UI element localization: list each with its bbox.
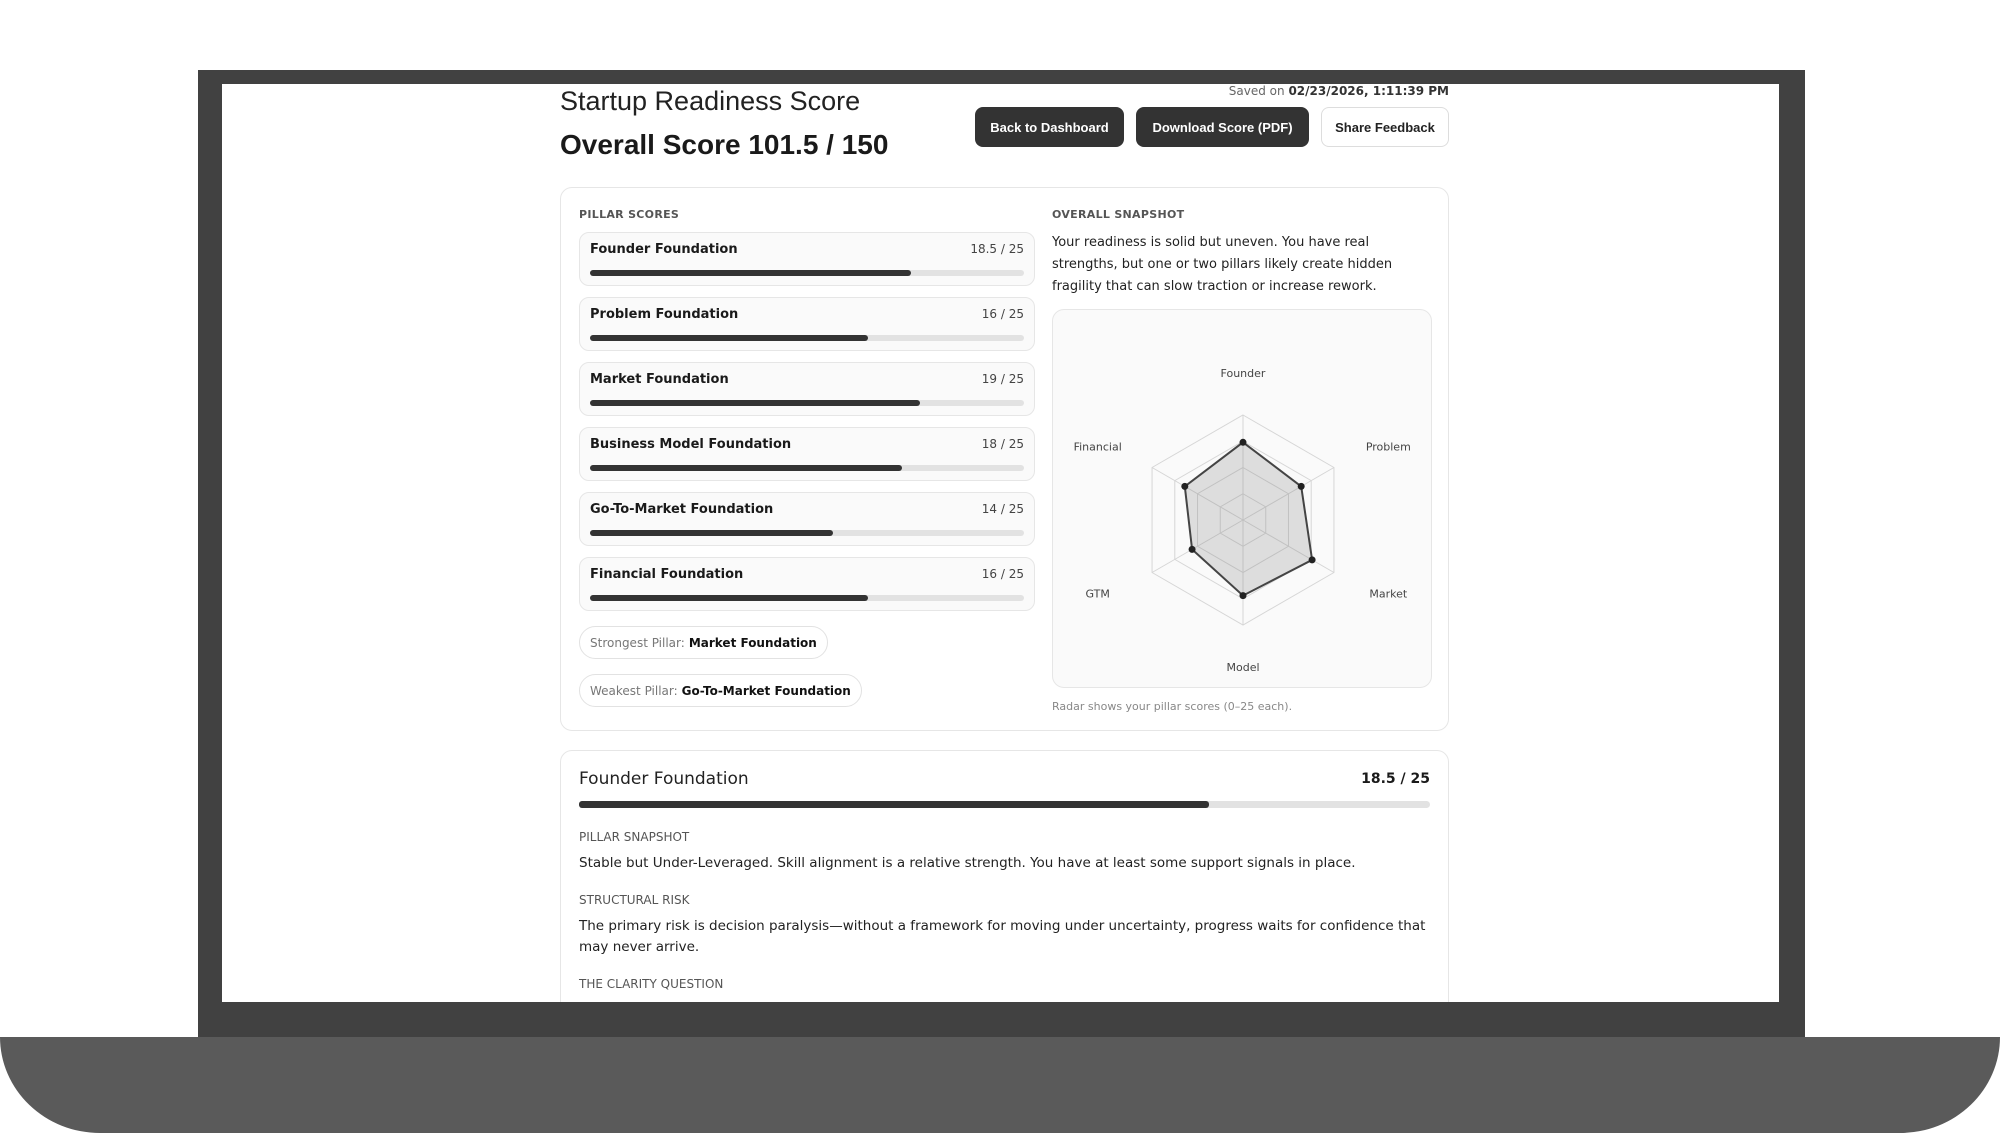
pillar-progress-bar (590, 400, 1024, 406)
pillar-progress-bar (590, 335, 1024, 341)
pillar-score: 16 / 25 (981, 567, 1024, 581)
strongest-pillar-chip (579, 626, 828, 659)
laptop-base (0, 1037, 2000, 1133)
back-to-dashboard-button[interactable]: Back to Dashboard (975, 107, 1124, 147)
pillar-progress-fill (590, 400, 920, 406)
overall-snapshot-text: Your readiness is solid but uneven. You have real strengths, but one or two pillars likely create hidden fragility that can slow traction or increase rework. (1052, 235, 1393, 294)
structural-risk-label: STRUCTURAL RISK (579, 893, 690, 907)
radar-chart-container (1052, 309, 1432, 688)
pillar-scores-label: PILLAR SCORES (579, 208, 680, 221)
pillar-score: 19 / 25 (981, 372, 1024, 386)
radar-data-point (1298, 483, 1305, 490)
pillar-progress-bar (590, 595, 1024, 601)
structural-risk-text: The primary risk is decision paralysis—without a framework for moving under uncertainty, progress waits for confidence that may never arrive. (579, 918, 1426, 955)
weakest-value: Go-To-Market Foundation (681, 683, 851, 698)
saved-value: 02/23/2026, 1:11:39 PM (1288, 84, 1449, 98)
radar-axis-label: GTM (1085, 587, 1110, 601)
pillar-progress-bar (590, 530, 1024, 536)
download-pdf-button[interactable]: Download Score (PDF) (1136, 107, 1309, 147)
pillar-detail-card (560, 750, 1449, 1002)
radar-data-point (1181, 483, 1188, 490)
strongest-label: Strongest Pillar: (590, 635, 685, 650)
pillar-name: Financial Foundation (590, 567, 744, 582)
radar-axis-label: Problem (1365, 440, 1411, 454)
pillar-progress-bar (590, 270, 1024, 276)
overall-score: Overall Score 101.5 / 150 (560, 129, 889, 160)
radar-data-point (1309, 556, 1316, 563)
pillar-progress-bar (590, 465, 1024, 471)
radar-axis-label: Founder (1220, 367, 1266, 380)
radar-chart (1053, 310, 1433, 689)
pillar-progress-fill (590, 595, 868, 601)
pillar-name: Business Model Foundation (590, 437, 792, 452)
radar-data-point (1189, 546, 1196, 553)
radar-series-area (1185, 442, 1312, 595)
pillar-score: 16 / 25 (981, 307, 1024, 321)
pillar-snapshot-text: Stable but Under-Leveraged. Skill alignment is a relative strength. You have at least some support signals in place. (579, 855, 1356, 871)
pillar-name: Go-To-Market Foundation (590, 502, 774, 517)
radar-data-point (1240, 592, 1247, 599)
pillar-progress-fill (590, 335, 868, 341)
pillar-score: 14 / 25 (981, 502, 1024, 516)
pillar-score: 18 / 25 (981, 437, 1024, 451)
radar-axis-label: Market (1369, 587, 1408, 601)
radar-data-point (1240, 439, 1247, 446)
detail-progress-bar (579, 801, 1430, 808)
saved-timestamp (1229, 84, 1449, 98)
radar-axis-label: Model (1226, 661, 1260, 674)
pillar-snapshot-label: PILLAR SNAPSHOT (579, 830, 690, 844)
pillar-row (579, 557, 1035, 611)
laptop-screen (222, 84, 1779, 1002)
saved-prefix: Saved on (1228, 84, 1285, 98)
pillar-progress-fill (590, 530, 833, 536)
radar-caption: Radar shows your pillar scores (0–25 each). (1052, 700, 1293, 713)
clarity-question-label: THE CLARITY QUESTION (579, 977, 724, 991)
pillar-name: Founder Foundation (590, 242, 738, 257)
weakest-pillar-chip (579, 674, 862, 707)
detail-progress-fill (579, 801, 1209, 808)
pillar-name: Market Foundation (590, 372, 729, 387)
pillar-row (579, 492, 1035, 546)
pillar-name: Problem Foundation (590, 307, 739, 322)
weakest-label: Weakest Pillar: (590, 683, 678, 698)
pillar-row (579, 427, 1035, 481)
pillar-progress-fill (590, 465, 902, 471)
pillar-progress-fill (590, 270, 911, 276)
summary-card (560, 187, 1449, 731)
overall-snapshot-label: OVERALL SNAPSHOT (1052, 208, 1185, 221)
share-feedback-button[interactable]: Share Feedback (1321, 107, 1449, 147)
detail-score: 18.5 / 25 (1361, 771, 1430, 787)
pillar-row (579, 362, 1035, 416)
strongest-value: Market Foundation (688, 635, 817, 650)
page-title: Startup Readiness Score (560, 86, 861, 116)
radar-axis-label: Financial (1073, 440, 1122, 454)
detail-title: Founder Foundation (579, 769, 749, 789)
pillar-score: 18.5 / 25 (970, 242, 1024, 256)
pillar-row (579, 297, 1035, 351)
pillar-row (579, 232, 1035, 286)
